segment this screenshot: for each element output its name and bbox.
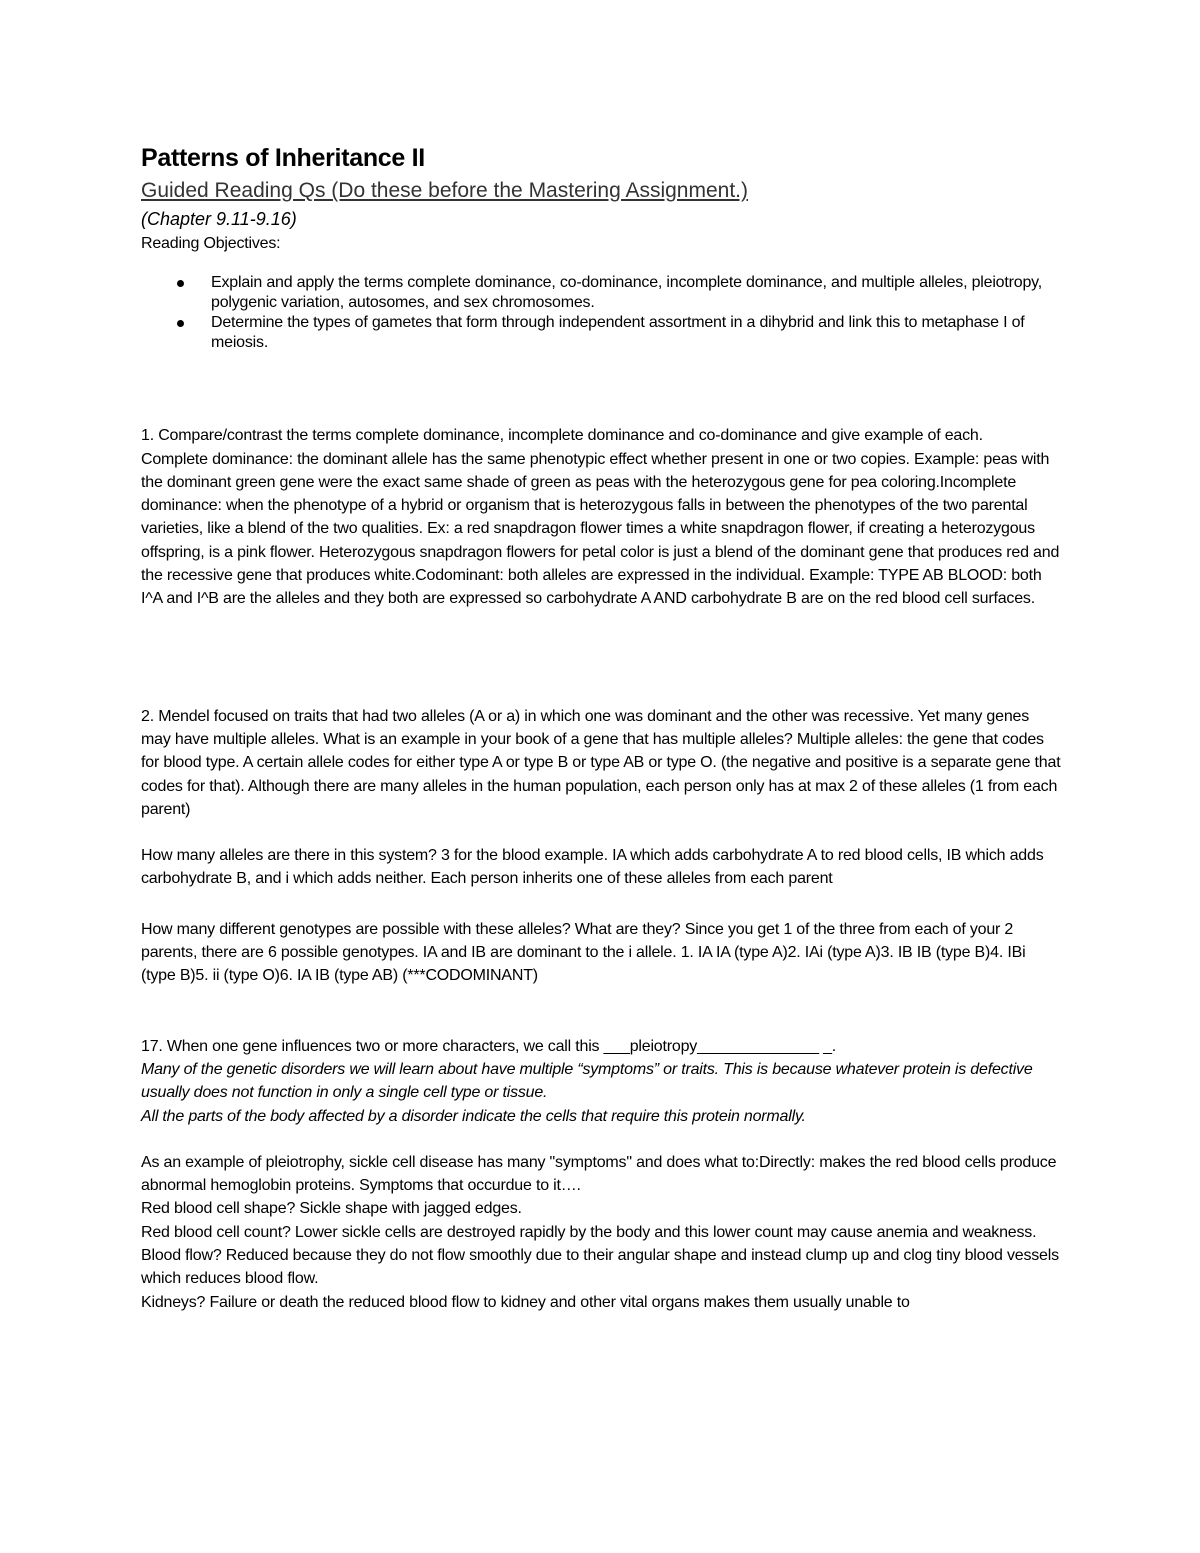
question-1-answer: Complete dominance: the dominant allele has the same phenotypic effect whether present in one or two copies. Example: peas with the dominant green gene were the exact same shade of green as peas with the heterozygous gene for pea coloring.Incomplete dominance: when the phenotype of a hybrid or organism that is heterozygous falls in between the phenotypes of the two parental varieties, like a blend of the two qualities. Ex: a red snapdragon flower times a white snapdragon flower, if creating a heterozygous offspring, is a pink flower. Heterozygous snapdragon flowers for petal color is just a blend of the dominant gene that produces red and the recessive gene that produces white.Codominant: both alleles are expressed in the individual. Example: TYPE AB BLOOD: both I^A and I^B are the alleles and they both are expressed so carbohydrate A AND carbohydrate B are on the red blood cell surfaces. — [141, 450, 1060, 608]
objectives-label: Reading Objectives: — [141, 235, 281, 252]
document-page — [141, 140, 1061, 1314]
bullet-icon — [177, 320, 184, 327]
question-17-note-1: Many of the genetic disorders we will learn about have multiple “symptoms” or traits. This is because whatever protein is defective usually does not function in only a single cell type or tissue. — [141, 1060, 1033, 1102]
question-17-note-2: All the parts of the body affected by a disorder indicate the cells that require this protein normally. — [141, 1107, 806, 1125]
question-2-genotypes: How many different genotypes are possible with these alleles? What are they? Since you get 1 of the three from each of your 2 parents, there are 6 possible genotypes. IA and IB are dominant to the i allele. 1. IA IA (type A)2. IAi (type A)3. IB IB (type B)4. IBi (type B)5. ii (type O)6. IA IB (type AB) (***CODOMINANT) — [141, 920, 1026, 985]
bullet-icon — [177, 280, 184, 287]
chapter-reference: (Chapter 9.11-9.16) — [141, 209, 297, 229]
pleiotropy-example-intro: As an example of pleiotrophy, sickle cell disease has many "symptoms" and does what to:Directly: makes the red blood cells produce abnormal hemoglobin proteins. Symptoms that occurdue to it…. — [141, 1153, 1057, 1195]
page-subtitle: Guided Reading Qs (Do these before the Mastering Assignment.) — [141, 179, 748, 202]
symptom-blood-flow: Blood flow? Reduced because they do not flow smoothly due to their angular shape and instead clump up and clog tiny blood vessels which reduces blood flow. — [141, 1247, 1059, 1288]
objective-item — [141, 313, 1061, 353]
question-2-prompt: 2. Mendel focused on traits that had two alleles (A or a) in which one was dominant and the other was recessive. Yet many genes may have multiple alleles. What is an example in your book of a gene that has multiple alleles? Multiple alleles: the gene that codes for blood type. A certain allele codes for either type A or type B or type AB or type O. (the negative and positive is a separate gene that codes for that). Although there are many alleles in the human population, each person only has at max 2 of these alleles (1 from each parent) — [141, 707, 1061, 818]
page-title: Patterns of Inheritance II — [141, 144, 425, 172]
symptom-kidneys: Kidneys? Failure or death the reduced blood flow to kidney and other vital organs makes them usually unable to — [141, 1293, 910, 1311]
symptom-cell-count: Red blood cell count? Lower sickle cells are destroyed rapidly by the body and this lower count may cause anemia and weakness. — [141, 1223, 1037, 1241]
question-17-prompt: 17. When one gene influences two or more characters, we call this ___pleiotropy______________ _. — [141, 1037, 837, 1055]
question-1-prompt: 1. Compare/contrast the terms complete dominance, incomplete dominance and co-dominance and give example of each. — [141, 427, 983, 445]
objective-text: Determine the types of gametes that form through independent assortment in a dihybrid and link this to metaphase I of meiosis. — [211, 314, 1025, 352]
objective-item — [141, 273, 1061, 313]
symptom-cell-shape: Red blood cell shape? Sickle shape with jagged edges. — [141, 1200, 522, 1218]
objectives-list — [141, 273, 1061, 353]
question-2-alleles: How many alleles are there in this system? 3 for the blood example. IA which adds carbohydrate A to red blood cells, IB which adds carbohydrate B, and i which adds neither. Each person inherits one of these alleles from each parent — [141, 847, 1044, 888]
objective-text: Explain and apply the terms complete dominance, co-dominance, incomplete dominance, and multiple alleles, pleiotropy, polygenic variation, autosomes, and sex chromosomes. — [211, 274, 1042, 312]
